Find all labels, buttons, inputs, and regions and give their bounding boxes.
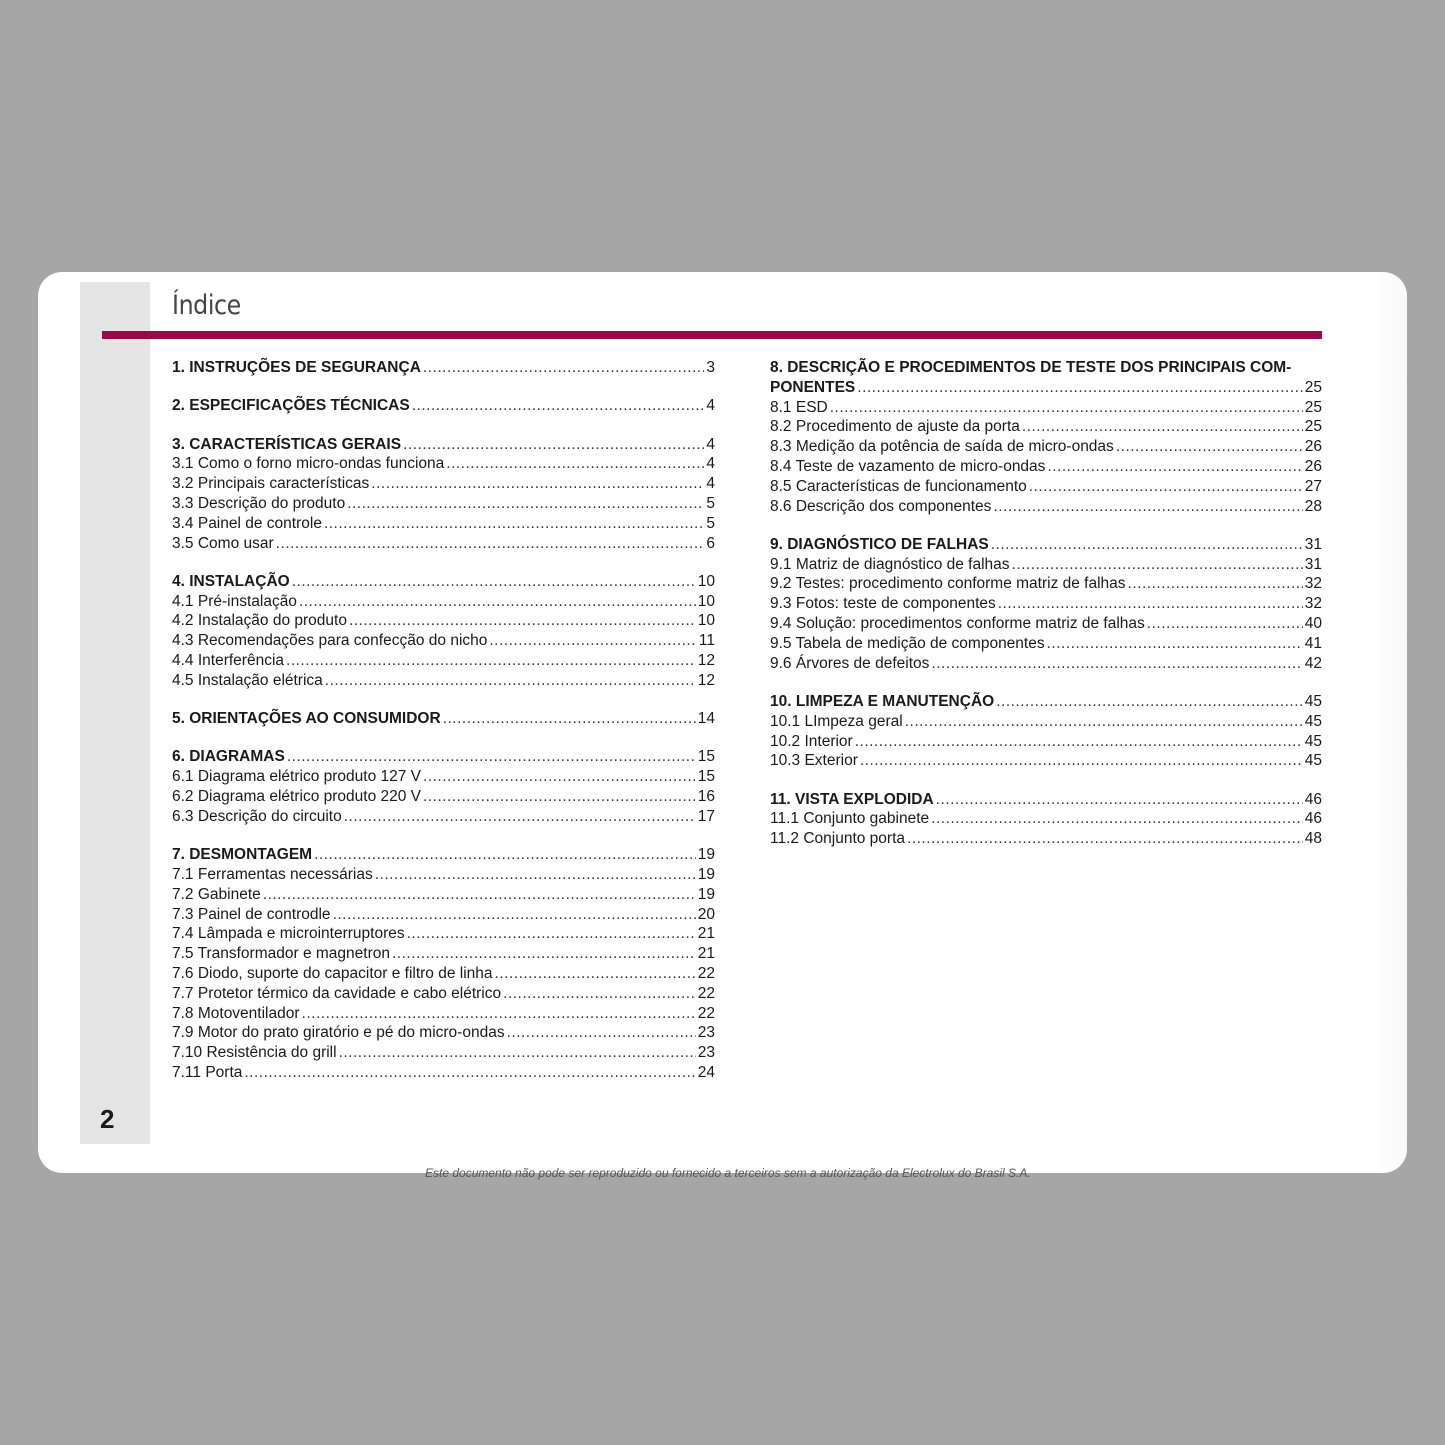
toc-entry-label: 2. ESPECIFICAÇÕES TÉCNICAS <box>172 397 410 415</box>
dot-leader <box>349 611 696 631</box>
dot-leader <box>860 751 1303 771</box>
toc-entry-label: 10.3 Exterior <box>770 752 858 770</box>
document-page <box>38 272 1407 1173</box>
dot-leader <box>244 1063 695 1083</box>
toc-page-number: 10 <box>697 612 715 630</box>
toc-entry-label: 10.1 LImpeza geral <box>770 712 903 730</box>
toc-entry[interactable] <box>172 905 715 925</box>
toc-page-number: 26 <box>1304 457 1322 475</box>
toc-entry[interactable] <box>172 964 715 984</box>
side-strip <box>80 282 150 1144</box>
toc-entry-label: 10.2 Interior <box>770 732 853 750</box>
toc-entry-label: 1. INSTRUÇÕES DE SEGURANÇA <box>172 359 421 376</box>
dot-leader <box>1047 634 1303 654</box>
accent-bar <box>102 331 1322 339</box>
toc-section <box>770 535 1322 674</box>
dot-leader <box>412 396 705 416</box>
dot-leader <box>325 671 696 691</box>
toc-entry[interactable] <box>172 494 715 514</box>
toc-entry-label: 8.5 Características de funcionamento <box>770 477 1027 495</box>
toc-entry[interactable] <box>172 651 715 671</box>
toc-section <box>172 358 715 378</box>
toc-entry-label: 4.2 Instalação do produto <box>172 612 347 630</box>
toc-entry-label: 8.1 ESD <box>770 398 828 416</box>
toc-section-heading[interactable] <box>770 378 1322 398</box>
copyright-notice: Este documento não pode ser reproduzido ou fornecido a terceiros sem a autorização da Electrolux do Brasil S.A. <box>425 1166 1031 1180</box>
toc-page-number: 31 <box>1304 535 1322 553</box>
toc-section-heading[interactable] <box>172 747 715 767</box>
toc-page-number: 25 <box>1304 418 1322 436</box>
dot-leader <box>936 790 1303 810</box>
toc-section-heading[interactable] <box>172 396 715 416</box>
dot-leader <box>855 732 1303 752</box>
toc-entry-label: 6.1 Diagrama elétrico produto 127 V <box>172 768 422 786</box>
toc-section-title-line[interactable]: 8. DESCRIÇÃO E PROCEDIMENTOS DE TESTE DOS PRINCIPAIS COM- <box>770 359 1292 376</box>
dot-leader <box>299 592 696 612</box>
toc-entry-label: 8.2 Procedimento de ajuste da porta <box>770 418 1020 436</box>
toc-entry[interactable] <box>172 787 715 807</box>
toc-entry[interactable] <box>172 1043 715 1063</box>
toc-section <box>770 692 1322 771</box>
toc-page-number: 24 <box>697 1063 715 1081</box>
dot-leader <box>333 905 696 925</box>
dot-leader <box>830 398 1303 418</box>
toc-entry-label: 8.4 Teste de vazamento de micro-ondas <box>770 457 1046 475</box>
toc-section-heading[interactable] <box>172 709 715 729</box>
toc-entry[interactable] <box>172 767 715 787</box>
dot-leader <box>996 692 1303 712</box>
dot-leader <box>931 654 1302 674</box>
toc-section-heading[interactable] <box>770 790 1322 810</box>
toc-entry-label: 8.6 Descrição dos componentes <box>770 497 992 515</box>
dot-leader <box>1047 457 1302 477</box>
toc-entry-label: 11.1 Conjunto gabinete <box>770 810 930 828</box>
dot-leader <box>375 865 696 885</box>
dot-leader <box>286 651 696 671</box>
toc-entry[interactable] <box>172 807 715 827</box>
toc-page-number: 12 <box>697 671 715 689</box>
dot-leader <box>905 712 1303 732</box>
toc-section-heading[interactable] <box>172 845 715 865</box>
toc-entry-label: 3.4 Painel de controle <box>172 514 322 532</box>
dot-leader <box>371 474 704 494</box>
toc-page-number: 10 <box>697 592 715 610</box>
toc-page-number: 45 <box>1304 752 1322 770</box>
toc-entry[interactable] <box>172 1004 715 1024</box>
toc-page-number: 12 <box>697 652 715 670</box>
toc-entry-label: 7.10 Resistência do grill <box>172 1044 337 1062</box>
toc-page-number: 4 <box>706 455 715 473</box>
toc-section <box>770 358 1322 516</box>
toc-entry[interactable] <box>770 417 1322 437</box>
toc-entry[interactable] <box>770 477 1322 497</box>
toc-page-number: 4 <box>706 435 715 453</box>
toc-entry[interactable] <box>770 614 1322 634</box>
toc-section-heading[interactable] <box>770 535 1322 555</box>
toc-page-number: 22 <box>697 1004 715 1022</box>
page-title: Índice <box>172 290 241 321</box>
dot-leader <box>1012 555 1303 575</box>
dot-leader <box>263 885 696 905</box>
toc-page-number: 25 <box>1304 378 1322 396</box>
toc-page-number: 26 <box>1304 438 1322 456</box>
toc-entry[interactable] <box>172 474 715 494</box>
dot-leader <box>1128 574 1303 594</box>
toc-entry-label: 3.3 Descrição do produto <box>172 494 346 512</box>
toc-entry-label: 7.3 Painel de controdle <box>172 905 331 923</box>
toc-page-number: 42 <box>1304 654 1322 672</box>
toc-section <box>172 396 715 416</box>
dot-leader <box>392 944 696 964</box>
dot-leader <box>507 1023 696 1043</box>
toc-entry[interactable] <box>770 634 1322 654</box>
toc-entry[interactable] <box>172 924 715 944</box>
toc-entry-label: 3.1 Como o forno micro-ondas funciona <box>172 455 445 473</box>
dot-leader <box>1147 614 1303 634</box>
toc-entry-label: 9. DIAGNÓSTICO DE FALHAS <box>770 535 989 553</box>
toc-page-number: 6 <box>706 534 715 552</box>
dot-leader <box>339 1043 696 1063</box>
toc-left-column <box>172 358 715 1101</box>
toc-right-column <box>770 358 1322 868</box>
toc-entry-label: 11.2 Conjunto porta <box>770 830 906 848</box>
toc-page-number: 11 <box>698 632 715 650</box>
toc-page-number: 10 <box>697 572 715 590</box>
toc-section-heading[interactable] <box>172 435 715 455</box>
toc-page-number: 46 <box>1304 810 1322 828</box>
toc-entry-label: 3.2 Principais características <box>172 475 370 493</box>
page-edge-shade <box>1367 272 1407 1173</box>
toc-entry[interactable] <box>172 534 715 554</box>
dot-leader <box>407 924 696 944</box>
toc-page-number: 41 <box>1304 634 1322 652</box>
toc-entry-label: 3. CARACTERÍSTICAS GERAIS <box>172 435 402 453</box>
dot-leader <box>1022 417 1303 437</box>
dot-leader <box>423 767 696 787</box>
toc-page-number: 45 <box>1304 732 1322 750</box>
toc-page-number: 19 <box>697 865 715 883</box>
toc-page-number: 25 <box>1304 398 1322 416</box>
toc-page-number: 19 <box>697 885 715 903</box>
dot-leader <box>503 984 696 1004</box>
toc-entry-label: 3.5 Como usar <box>172 534 274 552</box>
toc-entry-label: 9.4 Solução: procedimentos conforme matriz de falhas <box>770 615 1145 633</box>
toc-section-heading[interactable] <box>172 572 715 592</box>
toc-entry[interactable] <box>770 437 1322 457</box>
toc-entry[interactable] <box>770 751 1322 771</box>
toc-entry-label: 9.6 Árvores de defeitos <box>770 654 930 672</box>
toc-entry-label: 4.5 Instalação elétrica <box>172 671 323 689</box>
toc-entry-label: 7.2 Gabinete <box>172 885 261 903</box>
toc-section <box>770 790 1322 849</box>
toc-page-number: 5 <box>706 494 715 512</box>
toc-section <box>172 709 715 729</box>
dot-leader <box>287 747 696 767</box>
dot-leader <box>423 358 704 378</box>
toc-entry-label: 6. DIAGRAMAS <box>172 748 285 766</box>
toc-page-number: 4 <box>706 397 715 415</box>
toc-entry-label: 4.3 Recomendações para confecção do nicho <box>172 632 488 650</box>
toc-page-number: 5 <box>706 514 715 532</box>
dot-leader <box>324 514 704 534</box>
toc-entry-label: 9.1 Matriz de diagnóstico de falhas <box>770 555 1010 573</box>
dot-leader <box>1029 477 1303 497</box>
toc-page-number: 45 <box>1304 712 1322 730</box>
toc-entry-label: 8.3 Medição da potência de saída de micro-ondas <box>770 438 1114 456</box>
page-number: 2 <box>100 1104 115 1134</box>
toc-entry[interactable] <box>172 1063 715 1083</box>
toc-page-number: 32 <box>1304 595 1322 613</box>
toc-entry-label: 7.5 Transformador e magnetron <box>172 945 390 963</box>
toc-entry[interactable] <box>770 809 1322 829</box>
toc-page-number: 23 <box>697 1044 715 1062</box>
toc-entry[interactable] <box>770 654 1322 674</box>
dot-leader <box>998 594 1303 614</box>
toc-page-number: 17 <box>697 807 715 825</box>
toc-page-number: 21 <box>697 925 715 943</box>
toc-section-heading[interactable] <box>172 358 715 378</box>
dot-leader <box>907 829 1303 849</box>
toc-entry[interactable] <box>770 829 1322 849</box>
toc-entry[interactable] <box>172 944 715 964</box>
toc-entry-label: 7.1 Ferramentas necessárias <box>172 865 373 883</box>
toc-entry[interactable] <box>770 457 1322 477</box>
toc-entry[interactable] <box>172 514 715 534</box>
toc-page-number: 22 <box>697 984 715 1002</box>
toc-entry-label: 6.2 Diagrama elétrico produto 220 V <box>172 788 422 806</box>
toc-page-number: 16 <box>697 788 715 806</box>
toc-entry[interactable] <box>770 574 1322 594</box>
toc-entry[interactable] <box>172 631 715 651</box>
toc-page-number: 15 <box>697 768 715 786</box>
toc-page-number: 4 <box>706 475 715 493</box>
toc-entry[interactable] <box>172 454 715 474</box>
toc-page-number: 48 <box>1304 830 1322 848</box>
toc-entry[interactable] <box>770 712 1322 732</box>
toc-entry[interactable] <box>770 555 1322 575</box>
toc-entry-label: 7.9 Motor do prato giratório e pé do micro-ondas <box>172 1024 505 1042</box>
toc-entry[interactable] <box>172 1023 715 1043</box>
toc-section <box>172 845 715 1083</box>
toc-entry-label: 7.6 Diodo, suporte do capacitor e filtro de linha <box>172 964 493 982</box>
toc-entry-label: PONENTES <box>770 378 856 396</box>
toc-entry-label: 6.3 Descrição do circuito <box>172 807 342 825</box>
toc-entry[interactable] <box>172 671 715 691</box>
toc-section <box>172 747 715 826</box>
toc-entry-label: 7.8 Motoventilador <box>172 1004 300 1022</box>
toc-entry-label: 9.2 Testes: procedimento conforme matriz de falhas <box>770 575 1126 593</box>
toc-page-number: 20 <box>697 905 715 923</box>
toc-page-number: 21 <box>697 945 715 963</box>
toc-entry-label: 7.7 Protetor térmico da cavidade e cabo elétrico <box>172 984 502 1002</box>
toc-entry[interactable] <box>172 865 715 885</box>
dot-leader <box>857 378 1302 398</box>
dot-leader <box>403 435 704 455</box>
toc-page-number: 23 <box>697 1024 715 1042</box>
toc-entry[interactable] <box>770 497 1322 517</box>
toc-entry-label: 9.3 Fotos: teste de componentes <box>770 595 996 613</box>
dot-leader <box>443 709 696 729</box>
toc-entry[interactable] <box>770 398 1322 418</box>
dot-leader <box>993 497 1302 517</box>
toc-page-number: 31 <box>1304 555 1322 573</box>
toc-entry-label: 10. LIMPEZA E MANUTENÇÃO <box>770 692 995 710</box>
toc-page-number: 19 <box>697 846 715 864</box>
dot-leader <box>446 454 704 474</box>
dot-leader <box>1116 437 1303 457</box>
dot-leader <box>276 534 705 554</box>
dot-leader <box>314 845 696 865</box>
toc-entry-label: 7. DESMONTAGEM <box>172 846 313 864</box>
toc-section <box>172 572 715 691</box>
toc-entry[interactable] <box>770 594 1322 614</box>
toc-entry-label: 9.5 Tabela de medição de componentes <box>770 634 1045 652</box>
toc-entry[interactable] <box>172 592 715 612</box>
toc-entry-label: 11. VISTA EXPLODIDA <box>770 790 934 808</box>
dot-leader <box>344 807 696 827</box>
toc-page-number: 15 <box>697 748 715 766</box>
toc-section-heading[interactable] <box>770 692 1322 712</box>
toc-entry-label: 4. INSTALAÇÃO <box>172 572 290 590</box>
toc-page-number: 46 <box>1304 790 1322 808</box>
toc-entry[interactable] <box>172 984 715 1004</box>
dot-leader <box>495 964 696 984</box>
toc-page-number: 40 <box>1304 615 1322 633</box>
toc-page-number: 3 <box>706 359 715 376</box>
toc-page-number: 32 <box>1304 575 1322 593</box>
toc-entry-label: 4.4 Interferência <box>172 652 285 670</box>
toc-entry-label: 7.11 Porta <box>172 1063 243 1081</box>
toc-entry[interactable] <box>770 732 1322 752</box>
toc-entry-label: 5. ORIENTAÇÕES AO CONSUMIDOR <box>172 710 441 728</box>
toc-entry[interactable] <box>172 611 715 631</box>
dot-leader <box>931 809 1303 829</box>
toc-page-number: 14 <box>697 710 715 728</box>
dot-leader <box>302 1004 696 1024</box>
toc-page-number: 45 <box>1304 692 1322 710</box>
toc-page-number: 27 <box>1304 477 1322 495</box>
toc-section <box>172 435 715 554</box>
toc-entry-label: 7.4 Lâmpada e microinterruptores <box>172 925 405 943</box>
toc-page-number: 28 <box>1304 497 1322 515</box>
dot-leader <box>489 631 697 651</box>
toc-entry-label: 4.1 Pré-instalação <box>172 592 297 610</box>
dot-leader <box>292 572 696 592</box>
dot-leader <box>991 535 1303 555</box>
toc-page-number: 22 <box>697 964 715 982</box>
toc-entry[interactable] <box>172 885 715 905</box>
dot-leader <box>347 494 704 514</box>
dot-leader <box>423 787 696 807</box>
